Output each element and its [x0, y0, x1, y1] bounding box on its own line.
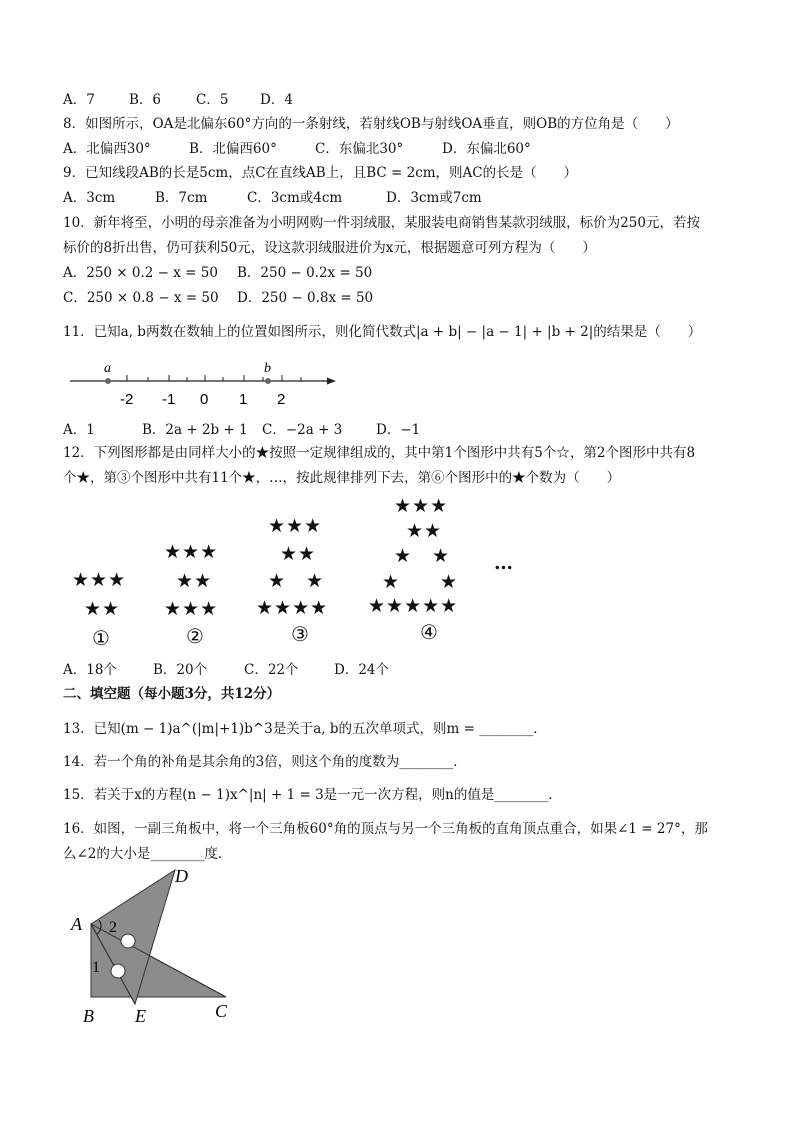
label-a: A — [71, 914, 82, 934]
q8-option-a: A．北偏西30° — [63, 141, 151, 157]
q8-option-b: B．北偏西60° — [189, 141, 277, 157]
q10-option-b: B．250 − 0.2x = 50 — [237, 265, 373, 281]
q12-option-a: A．18个 — [63, 662, 117, 678]
q10-option-d: D．250 − 0.8x = 50 — [237, 290, 374, 306]
point-a-dot — [105, 378, 111, 384]
q11-option-d: D．−1 — [376, 422, 421, 438]
star-row: ★★★ — [72, 569, 127, 591]
q11-option-b: B．2a + 2b + 1 — [142, 422, 248, 438]
point-b-dot — [265, 378, 271, 384]
star-row: ★★★ — [394, 495, 449, 517]
figure-label-2: ② — [186, 624, 204, 648]
star-row: ★★★★ — [256, 597, 329, 619]
q13: 13．已知(m − 1)a^(|m|+1)b^3是关于a, b的五次单项式，则m = ________． — [63, 721, 547, 737]
hole-lower — [111, 964, 125, 978]
label-b: B — [83, 1006, 94, 1026]
q9-option-d: D．3cm或7cm — [386, 190, 482, 206]
figure-label-1: ① — [92, 626, 110, 650]
star-row: ★★ — [406, 520, 443, 542]
point-a-label: a — [104, 361, 111, 376]
number-line-arrow — [327, 378, 336, 385]
q16-triangle-figure — [65, 862, 245, 1027]
q12-stem-line1: 12．下列图形都是由同样大小的★按照一定规律组成的，其中第1个图形中共有5个☆，第2个图形中共有8 — [63, 445, 696, 461]
q8-stem: 8．如图所示，OA是北偏东60°方向的一条射线，若射线OB与射线OA垂直，则OB的方位角是（ ） — [63, 116, 679, 132]
q10-stem-line1: 10．新年将至，小明的母亲准备为小明网购一件羽绒服，某服装电商销售某款羽绒服，标价为250元，若按 — [63, 215, 700, 231]
q10-option-c: C．250 × 0.8 − x = 50 — [63, 290, 219, 306]
q12-option-d: D．24个 — [334, 662, 390, 678]
q8-option-c: C．东偏北30° — [315, 141, 404, 157]
q12-ellipsis: … — [494, 552, 514, 574]
star-row: ★ ★ — [382, 571, 459, 593]
angle-1-label: 1 — [92, 959, 100, 976]
section-2-heading: 二、填空题（每小题3分，共12分） — [63, 686, 281, 702]
q11-option-a: A．1 — [63, 422, 95, 438]
q11-number-line — [68, 358, 343, 410]
q7-option-d: D．4 — [260, 92, 293, 108]
q10-stem-line2: 标价的8折出售，仍可获利50元，设这款羽绒服进价为x元，根据题意可列方程为（ ） — [63, 240, 596, 256]
q15: 15．若关于x的方程(n − 1)x^|n| + 1 = 3是一元一次方程，则n的值是________． — [63, 787, 562, 803]
star-row: ★★★ — [164, 541, 219, 563]
figure-label-4: ④ — [420, 620, 438, 644]
tick-label-zero: 0 — [200, 391, 209, 408]
q12-stem-line2: 个★，第③个图形中共有11个★，…，按此规律排列下去，第⑥个图形中的★个数为（ ） — [63, 470, 621, 486]
angle-2-label: 2 — [109, 919, 117, 936]
star-row: ★★ — [280, 543, 317, 565]
q9-option-a: A．3cm — [63, 190, 116, 206]
tick-label-minus2: -2 — [120, 391, 134, 408]
label-c: C — [215, 1001, 228, 1021]
tick-label-two: 2 — [277, 391, 286, 408]
q7-option-a: A．7 — [63, 92, 95, 108]
q9-stem: 9．已知线段AB的长是5cm，点C在直线AB上，且BC = 2cm，则AC的长是（ ） — [63, 165, 578, 181]
q12-option-b: B．20个 — [153, 662, 208, 678]
star-row: ★★★ — [268, 515, 323, 537]
q11-option-c: C．−2a + 3 — [262, 422, 343, 438]
label-e: E — [135, 1006, 146, 1026]
q8-option-d: D．东偏北60° — [442, 141, 531, 157]
star-row: ★★★★★ — [368, 595, 459, 617]
star-row: ★ ★ — [394, 545, 451, 567]
star-row: ★★ — [176, 570, 213, 592]
tick-label-minus1: -1 — [162, 391, 176, 408]
star-row: ★ ★ — [268, 570, 325, 592]
figure-label-3: ③ — [291, 622, 309, 646]
q7-option-b: B．6 — [129, 92, 162, 108]
star-row: ★★ — [84, 598, 121, 620]
q12-option-c: C．22个 — [244, 662, 299, 678]
q14: 14．若一个角的补角是其余角的3倍，则这个角的度数为________． — [63, 754, 467, 770]
star-row: ★★★ — [164, 598, 219, 620]
tick-label-one: 1 — [239, 391, 248, 408]
q10-option-a: A．250 × 0.2 − x = 50 — [63, 265, 218, 281]
q16-line2: 么∠2的大小是________度． — [63, 846, 232, 862]
q9-option-c: C．3cm或4cm — [247, 190, 343, 206]
label-d: D — [175, 866, 188, 886]
hole-upper — [121, 934, 135, 948]
q16-line1: 16．如图，一副三角板中，将一个三角板60°角的顶点与另一个三角板的直角顶点重合，如果∠1 = 27°，那 — [63, 821, 708, 837]
q7-option-c: C．5 — [196, 92, 229, 108]
point-b-label: b — [264, 361, 271, 376]
q9-option-b: B．7cm — [155, 190, 208, 206]
q11-stem: 11．已知a, b两数在数轴上的位置如图所示，则化简代数式|a + b| − |a − 1| + |b + 2|的结果是（ ） — [63, 324, 702, 340]
